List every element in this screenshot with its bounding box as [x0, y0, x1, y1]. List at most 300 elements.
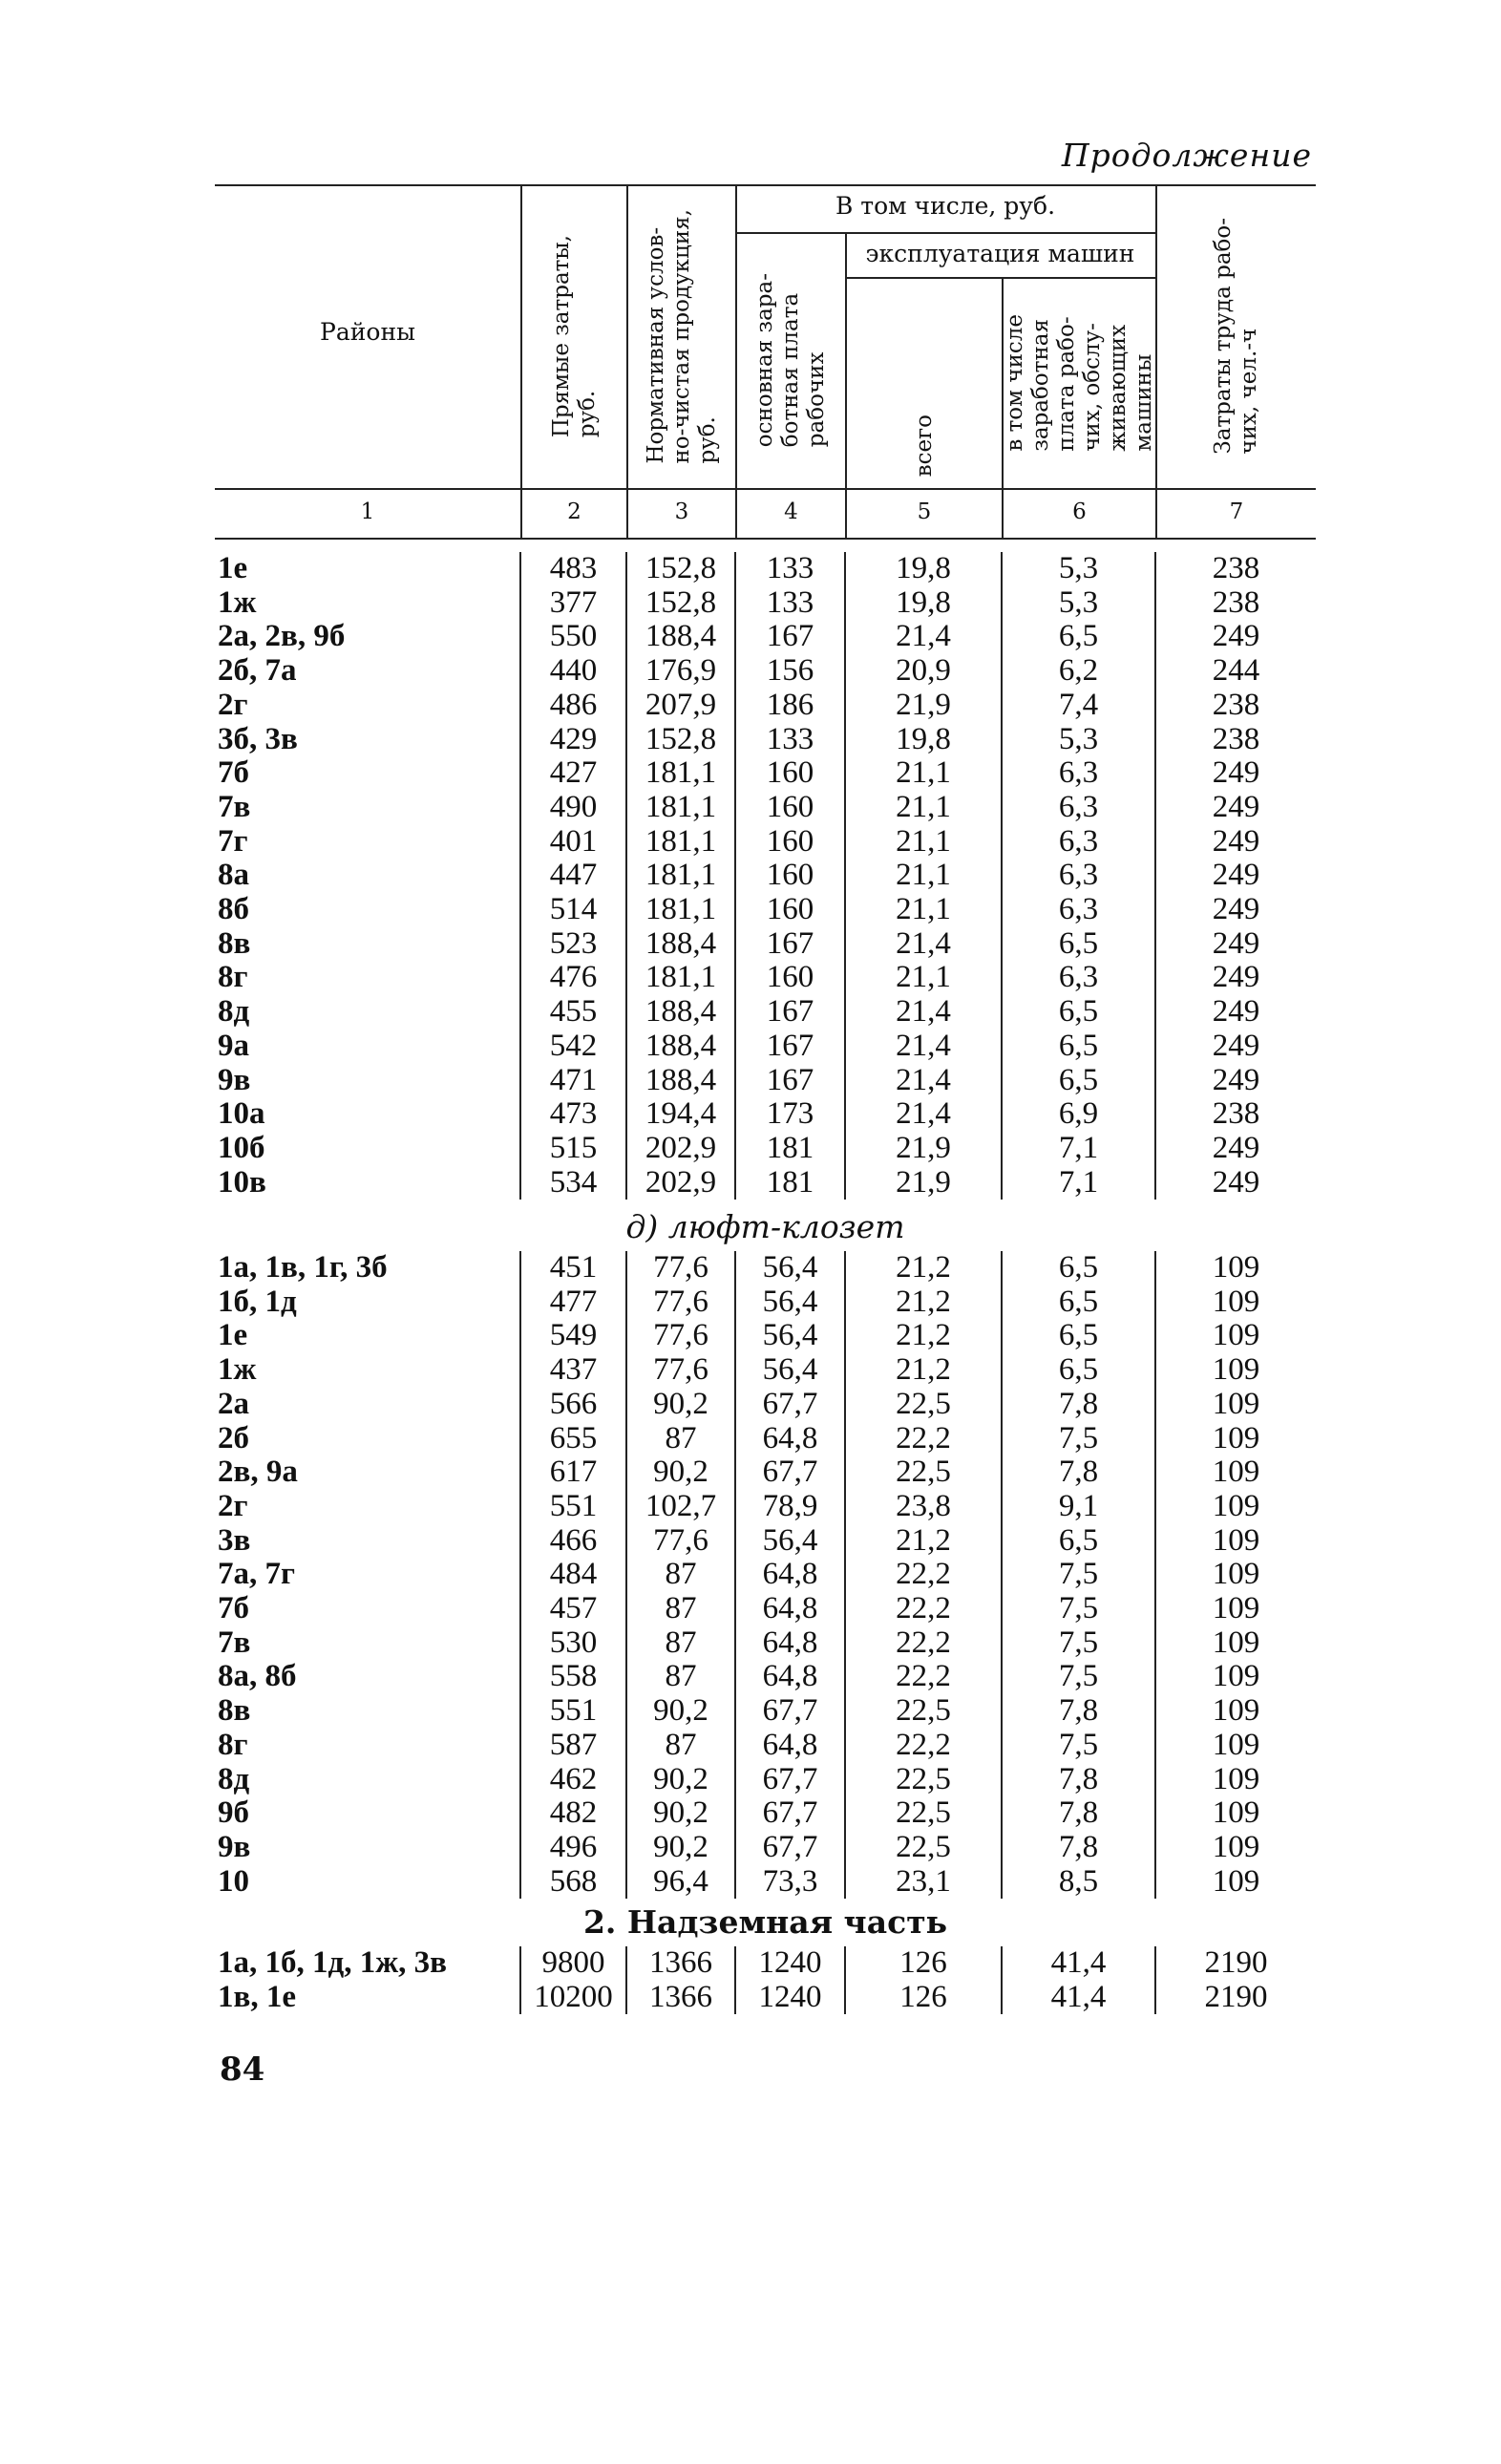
cell-value: 21,4 [845, 927, 1002, 962]
cell-value: 160 [735, 791, 845, 825]
column-number: 3 [674, 499, 689, 524]
cell-value: 176,9 [626, 654, 735, 689]
cell-value: 87 [626, 1660, 735, 1694]
cell-rayon: 8г [218, 960, 248, 995]
cell-value: 133 [735, 552, 845, 586]
cell-rayon: 1б, 1д [218, 1284, 297, 1319]
cell-value: 473 [520, 1097, 626, 1132]
table-header [215, 184, 1316, 538]
cell-value: 249 [1155, 756, 1316, 791]
table-row [215, 1660, 1316, 1694]
cell-value: 440 [520, 654, 626, 689]
cell-value: 109 [1155, 1831, 1316, 1865]
cell-value: 1366 [626, 1981, 735, 2015]
cell-value: 202,9 [626, 1132, 735, 1166]
header-ekspluatatsiya: эксплуатация машин [865, 240, 1135, 267]
cell-value: 64,8 [735, 1558, 845, 1592]
header-v-tom-chisle: В том числе, руб. [835, 192, 1056, 220]
table-row [215, 859, 1316, 893]
cell-value: 19,8 [845, 723, 1002, 757]
cell-value: 7,8 [1002, 1388, 1155, 1422]
cell-value: 22,2 [845, 1558, 1002, 1592]
cell-rayon: 10а [218, 1096, 265, 1132]
cell-value: 90,2 [626, 1796, 735, 1831]
cell-rayon: 1а, 1б, 1д, 1ж, 3в [218, 1945, 447, 1980]
cell-rayon: 1ж [218, 584, 257, 620]
cell-value: 67,7 [735, 1763, 845, 1797]
cell-value: 207,9 [626, 689, 735, 723]
table-row [215, 1097, 1316, 1132]
cell-value: 8,5 [1002, 1865, 1155, 1900]
cell-value: 21,4 [845, 1097, 1002, 1132]
cell-value: 490 [520, 791, 626, 825]
cell-value: 7,1 [1002, 1166, 1155, 1200]
header-v-tom-chisle-zp-cell [1004, 277, 1155, 488]
cell-rayon: 1е [218, 1318, 248, 1353]
cell-value: 78,9 [735, 1490, 845, 1524]
cell-value: 7,5 [1002, 1558, 1155, 1592]
cell-value: 56,4 [735, 1353, 845, 1388]
cell-value: 64,8 [735, 1626, 845, 1661]
cell-rayon: 9в [218, 1829, 251, 1864]
header-zatraty-truda: Затраты труда рабо- чих, чел.-ч [1211, 218, 1261, 455]
cell-value: 476 [520, 961, 626, 995]
cell-value: 181 [735, 1166, 845, 1200]
cell-value: 102,7 [626, 1490, 735, 1524]
cell-value: 160 [735, 859, 845, 893]
cell-value: 21,2 [845, 1353, 1002, 1388]
cell-value: 167 [735, 927, 845, 962]
header-zatraty-truda-cell [1157, 184, 1316, 488]
cell-value: 77,6 [626, 1285, 735, 1320]
cell-value: 87 [626, 1729, 735, 1763]
cell-rayon: 9а [218, 1028, 249, 1063]
cell-rayon: 3б, 3в [218, 721, 298, 756]
cell-value: 109 [1155, 1285, 1316, 1320]
cell-value: 249 [1155, 927, 1316, 962]
cell-rayon: 1а, 1в, 1г, 3б [218, 1250, 388, 1285]
cell-value: 21,1 [845, 859, 1002, 893]
cell-value: 188,4 [626, 1030, 735, 1064]
cell-value: 64,8 [735, 1729, 845, 1763]
cell-rayon: 2г [218, 687, 248, 722]
table-row [215, 1132, 1316, 1166]
cell-value: 22,5 [845, 1388, 1002, 1422]
cell-value: 534 [520, 1166, 626, 1200]
cell-value: 1366 [626, 1946, 735, 1981]
cell-value: 90,2 [626, 1831, 735, 1865]
table-row [215, 825, 1316, 860]
cell-value: 471 [520, 1064, 626, 1098]
cell-value: 238 [1155, 689, 1316, 723]
cell-value: 6,3 [1002, 791, 1155, 825]
cell-rayon: 8в [218, 1693, 251, 1729]
cell-value: 486 [520, 689, 626, 723]
cell-value: 77,6 [626, 1319, 735, 1353]
table-row [215, 791, 1316, 825]
cell-value: 188,4 [626, 1064, 735, 1098]
cell-value: 22,2 [845, 1626, 1002, 1661]
cell-value: 2190 [1155, 1946, 1316, 1981]
cell-value: 477 [520, 1285, 626, 1320]
cell-value: 21,1 [845, 791, 1002, 825]
cell-value: 6,3 [1002, 756, 1155, 791]
header-normativnaya: Нормативная услов- но-чистая продукция, руб. [643, 208, 720, 464]
cell-value: 6,3 [1002, 859, 1155, 893]
cell-value: 90,2 [626, 1763, 735, 1797]
data-table-section1 [215, 552, 1316, 1200]
cell-value: 437 [520, 1353, 626, 1388]
header-v-tom-chisle-zp: в том числе заработная плата рабо- чих, обслу- живающих машины [1002, 313, 1156, 452]
table-row [215, 1694, 1316, 1729]
header-vsego-cell [847, 277, 1002, 488]
cell-value: 160 [735, 961, 845, 995]
cell-value: 21,2 [845, 1319, 1002, 1353]
cell-value: 19,8 [845, 552, 1002, 586]
header-vsego: всего [911, 414, 937, 477]
cell-value: 188,4 [626, 995, 735, 1030]
cell-value: 6,5 [1002, 1251, 1155, 1285]
cell-value: 244 [1155, 654, 1316, 689]
cell-value: 64,8 [735, 1422, 845, 1456]
cell-value: 21,4 [845, 620, 1002, 654]
cell-value: 455 [520, 995, 626, 1030]
table-row [215, 756, 1316, 791]
cell-value: 6,3 [1002, 825, 1155, 860]
cell-rayon: 1в, 1е [218, 1979, 296, 2014]
table-row [215, 1422, 1316, 1456]
table-row [215, 723, 1316, 757]
cell-value: 152,8 [626, 552, 735, 586]
table-row [215, 927, 1316, 962]
cell-value: 22,2 [845, 1660, 1002, 1694]
table-row [215, 620, 1316, 654]
cell-value: 566 [520, 1388, 626, 1422]
cell-value: 56,4 [735, 1524, 845, 1559]
cell-value: 133 [735, 586, 845, 621]
table-row [215, 552, 1316, 586]
cell-value: 530 [520, 1626, 626, 1661]
table-row [215, 1763, 1316, 1797]
cell-value: 523 [520, 927, 626, 962]
cell-value: 90,2 [626, 1694, 735, 1729]
cell-value: 181,1 [626, 859, 735, 893]
cell-value: 6,9 [1002, 1097, 1155, 1132]
cell-value: 482 [520, 1796, 626, 1831]
cell-value: 167 [735, 620, 845, 654]
section-d-title: д) люфт-клозет [625, 1208, 905, 1245]
column-number: 1 [360, 499, 375, 524]
cell-value: 156 [735, 654, 845, 689]
cell-value: 6,5 [1002, 1285, 1155, 1320]
cell-value: 483 [520, 552, 626, 586]
continuation-label: Продолжение [1061, 137, 1312, 174]
cell-value: 160 [735, 756, 845, 791]
table-row [215, 995, 1316, 1030]
cell-value: 21,9 [845, 1166, 1002, 1200]
cell-rayon: 2а [218, 1386, 249, 1421]
cell-value: 515 [520, 1132, 626, 1166]
cell-value: 549 [520, 1319, 626, 1353]
cell-rayon: 8а, 8б [218, 1659, 297, 1694]
cell-value: 7,8 [1002, 1694, 1155, 1729]
cell-value: 56,4 [735, 1251, 845, 1285]
cell-value: 2190 [1155, 1981, 1316, 2015]
header-osnovnaya: основная зара- ботная плата рабочих [752, 272, 829, 448]
cell-value: 22,5 [845, 1763, 1002, 1797]
cell-value: 21,1 [845, 893, 1002, 927]
cell-value: 20,9 [845, 654, 1002, 689]
cell-value: 188,4 [626, 620, 735, 654]
cell-value: 21,2 [845, 1285, 1002, 1320]
header-divider [215, 488, 1316, 490]
cell-rayon: 2а, 2в, 9б [218, 619, 346, 654]
cell-value: 447 [520, 859, 626, 893]
cell-value: 7,5 [1002, 1729, 1155, 1763]
cell-value: 249 [1155, 825, 1316, 860]
cell-value: 7,5 [1002, 1422, 1155, 1456]
cell-value: 22,5 [845, 1694, 1002, 1729]
cell-value: 87 [626, 1592, 735, 1626]
cell-value: 109 [1155, 1455, 1316, 1490]
cell-value: 152,8 [626, 723, 735, 757]
cell-value: 181 [735, 1132, 845, 1166]
table-row [215, 1626, 1316, 1661]
table-row [215, 1166, 1316, 1200]
cell-value: 77,6 [626, 1251, 735, 1285]
cell-value: 429 [520, 723, 626, 757]
cell-value: 167 [735, 1064, 845, 1098]
table-row [215, 893, 1316, 927]
cell-value: 466 [520, 1524, 626, 1559]
cell-value: 109 [1155, 1524, 1316, 1559]
cell-value: 21,1 [845, 825, 1002, 860]
table-row [215, 1729, 1316, 1763]
cell-value: 401 [520, 825, 626, 860]
table-row [215, 961, 1316, 995]
header-pryamye-cell [522, 184, 626, 488]
cell-value: 587 [520, 1729, 626, 1763]
cell-value: 249 [1155, 620, 1316, 654]
cell-value: 181,1 [626, 791, 735, 825]
cell-value: 6,5 [1002, 995, 1155, 1030]
cell-value: 109 [1155, 1729, 1316, 1763]
cell-value: 202,9 [626, 1166, 735, 1200]
cell-value: 181,1 [626, 893, 735, 927]
cell-value: 109 [1155, 1319, 1316, 1353]
cell-rayon: 7б [218, 1591, 249, 1626]
cell-rayon: 8а [218, 858, 249, 893]
cell-value: 67,7 [735, 1796, 845, 1831]
cell-value: 96,4 [626, 1865, 735, 1900]
cell-rayon: 2в, 9а [218, 1455, 298, 1490]
cell-rayon: 7в [218, 1625, 251, 1660]
cell-value: 451 [520, 1251, 626, 1285]
header-bottom-rule [215, 538, 1316, 540]
cell-value: 87 [626, 1422, 735, 1456]
cell-value: 109 [1155, 1626, 1316, 1661]
table-row [215, 586, 1316, 621]
cell-value: 109 [1155, 1388, 1316, 1422]
table-row [215, 1388, 1316, 1422]
column-number: 5 [917, 499, 932, 524]
cell-rayon: 9б [218, 1795, 249, 1831]
cell-value: 21,9 [845, 1132, 1002, 1166]
cell-value: 9800 [520, 1946, 626, 1981]
cell-value: 22,5 [845, 1831, 1002, 1865]
column-number: 2 [567, 499, 581, 524]
table-row [215, 689, 1316, 723]
cell-value: 90,2 [626, 1388, 735, 1422]
cell-value: 7,8 [1002, 1831, 1155, 1865]
cell-value: 90,2 [626, 1455, 735, 1490]
cell-value: 67,7 [735, 1388, 845, 1422]
cell-value: 181,1 [626, 961, 735, 995]
cell-value: 126 [845, 1946, 1002, 1981]
cell-value: 6,5 [1002, 1064, 1155, 1098]
cell-value: 41,4 [1002, 1946, 1155, 1981]
cell-value: 109 [1155, 1592, 1316, 1626]
cell-value: 238 [1155, 586, 1316, 621]
cell-value: 551 [520, 1694, 626, 1729]
cell-value: 160 [735, 825, 845, 860]
cell-value: 1240 [735, 1946, 845, 1981]
cell-rayon: 1ж [218, 1352, 257, 1388]
cell-value: 22,5 [845, 1796, 1002, 1831]
table-row [215, 1455, 1316, 1490]
cell-value: 22,2 [845, 1729, 1002, 1763]
cell-value: 22,5 [845, 1455, 1002, 1490]
cell-value: 109 [1155, 1865, 1316, 1900]
table-row [215, 1865, 1316, 1900]
table-row [215, 1946, 1316, 1981]
cell-value: 6,2 [1002, 654, 1155, 689]
cell-rayon: 7в [218, 789, 251, 824]
cell-value: 21,2 [845, 1251, 1002, 1285]
cell-value: 56,4 [735, 1285, 845, 1320]
cell-value: 56,4 [735, 1319, 845, 1353]
cell-rayon: 1е [218, 551, 248, 585]
cell-value: 109 [1155, 1490, 1316, 1524]
cell-value: 7,5 [1002, 1660, 1155, 1694]
cell-value: 77,6 [626, 1353, 735, 1388]
cell-value: 186 [735, 689, 845, 723]
cell-rayon: 10в [218, 1164, 266, 1200]
cell-value: 41,4 [1002, 1981, 1155, 2015]
cell-value: 427 [520, 756, 626, 791]
cell-value: 496 [520, 1831, 626, 1865]
cell-rayon: 8в [218, 925, 251, 961]
cell-value: 109 [1155, 1763, 1316, 1797]
cell-value: 6,3 [1002, 961, 1155, 995]
cell-value: 6,5 [1002, 1030, 1155, 1064]
cell-value: 167 [735, 995, 845, 1030]
cell-value: 21,1 [845, 756, 1002, 791]
cell-value: 6,5 [1002, 1319, 1155, 1353]
cell-value: 7,8 [1002, 1796, 1155, 1831]
cell-rayon: 10 [218, 1863, 249, 1899]
cell-value: 23,8 [845, 1490, 1002, 1524]
cell-value: 67,7 [735, 1455, 845, 1490]
cell-value: 73,3 [735, 1865, 845, 1900]
cell-rayon: 8г [218, 1727, 248, 1762]
cell-value: 64,8 [735, 1660, 845, 1694]
column-number: 6 [1072, 499, 1087, 524]
header-rayony: Районы [320, 318, 415, 346]
cell-value: 64,8 [735, 1592, 845, 1626]
cell-value: 126 [845, 1981, 1002, 2015]
cell-value: 7,8 [1002, 1763, 1155, 1797]
cell-value: 550 [520, 620, 626, 654]
cell-value: 77,6 [626, 1524, 735, 1559]
cell-value: 249 [1155, 961, 1316, 995]
table-row [215, 1558, 1316, 1592]
table-row [215, 1490, 1316, 1524]
section-2-title: 2. Надземная часть [582, 1903, 948, 1941]
data-table-section2 [215, 1251, 1316, 1899]
cell-value: 6,3 [1002, 893, 1155, 927]
column-number: 7 [1229, 499, 1244, 524]
cell-value: 109 [1155, 1422, 1316, 1456]
cell-value: 7,4 [1002, 689, 1155, 723]
header-normativnaya-cell [628, 184, 735, 488]
cell-rayon: 2б [218, 1420, 249, 1455]
cell-value: 6,5 [1002, 1524, 1155, 1559]
column-number: 4 [784, 499, 798, 524]
cell-value: 7,1 [1002, 1132, 1155, 1166]
cell-value: 167 [735, 1030, 845, 1064]
table-row [215, 1285, 1316, 1320]
cell-value: 173 [735, 1097, 845, 1132]
cell-value: 22,2 [845, 1592, 1002, 1626]
cell-value: 160 [735, 893, 845, 927]
cell-value: 5,3 [1002, 552, 1155, 586]
cell-value: 249 [1155, 1064, 1316, 1098]
cell-rayon: 7г [218, 823, 248, 859]
cell-rayon: 8д [218, 1761, 250, 1796]
cell-value: 21,4 [845, 995, 1002, 1030]
page-number: 84 [220, 2050, 265, 2089]
cell-value: 87 [626, 1626, 735, 1661]
cell-value: 238 [1155, 1097, 1316, 1132]
cell-rayon: 9в [218, 1062, 251, 1097]
cell-value: 23,1 [845, 1865, 1002, 1900]
cell-value: 109 [1155, 1353, 1316, 1388]
cell-value: 558 [520, 1660, 626, 1694]
cell-rayon: 8д [218, 994, 250, 1030]
table-row [215, 1831, 1316, 1865]
table-row [215, 1353, 1316, 1388]
cell-value: 194,4 [626, 1097, 735, 1132]
table-row [215, 1064, 1316, 1098]
table-row [215, 1319, 1316, 1353]
cell-value: 249 [1155, 995, 1316, 1030]
cell-value: 19,8 [845, 586, 1002, 621]
cell-value: 249 [1155, 893, 1316, 927]
cell-rayon: 2б, 7а [218, 653, 297, 689]
cell-value: 5,3 [1002, 586, 1155, 621]
cell-value: 238 [1155, 552, 1316, 586]
cell-value: 21,4 [845, 1030, 1002, 1064]
cell-value: 249 [1155, 1030, 1316, 1064]
table-row [215, 1981, 1316, 2015]
cell-rayon: 8б [218, 892, 249, 927]
cell-value: 6,5 [1002, 620, 1155, 654]
cell-value: 133 [735, 723, 845, 757]
cell-value: 21,1 [845, 961, 1002, 995]
cell-value: 7,8 [1002, 1455, 1155, 1490]
cell-value: 21,4 [845, 1064, 1002, 1098]
